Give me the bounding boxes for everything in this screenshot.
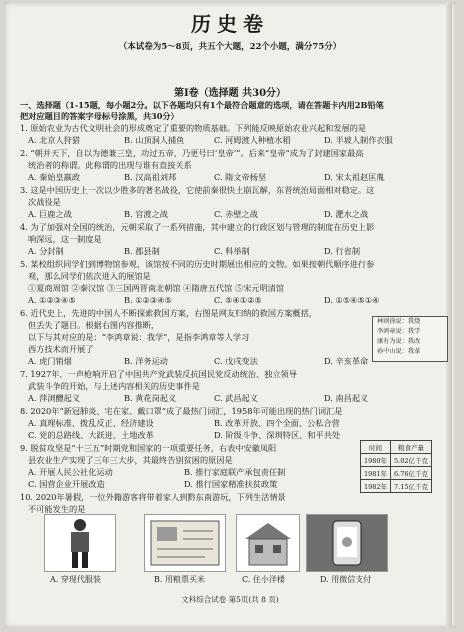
option-9d: D. 推行国家精准扶贫政策 <box>184 479 278 489</box>
option-3d: D. 淝水之战 <box>324 209 369 219</box>
section-instruction-cont: 把对应题目的答案字母标号涂黑，共30分） <box>20 111 179 121</box>
option-4d: D. 行省制 <box>324 246 361 256</box>
section-title: 第Ⅰ卷（选择题 共30分） <box>173 88 287 99</box>
small-villa-image <box>236 514 300 572</box>
option-6c: C. 戊戌变法 <box>214 356 258 366</box>
page-footer: 文科综合试卷 第5页(共 8 页) <box>181 595 279 604</box>
option-10c: C. 住小洋楼 <box>242 575 285 584</box>
question-10-cont: 不可能发生的是 <box>28 504 86 514</box>
question-8: 8. 2020年“新冠肺炎、宅在家、戴口罩”成了最热门词汇，1958年可能出现的热门词汇是 <box>20 406 343 416</box>
option-2d: D. 宋太祖赵匡胤 <box>324 172 385 182</box>
question-5-list: ①夏商周馆 ②秦汉馆 ③三国两晋南北朝馆 ④隋唐五代馆 ⑤宋元明清馆 <box>28 283 285 293</box>
page-subtitle: （本试卷为5～8页，共五个大题，22个小题，满分75分） <box>118 42 342 52</box>
option-9b: B. 推行家庭联产承包责任制 <box>184 467 286 477</box>
option-8c: C. 党的总路线、大跃进、土地改革 <box>28 430 154 440</box>
option-8b: B. 改革开放、四个全面、公私合营 <box>214 418 340 428</box>
page-title: 历史卷 <box>191 12 269 36</box>
notes-box <box>372 316 448 362</box>
option-1c: C. 河姆渡人种植水稻 <box>214 135 291 145</box>
note-line: 康有为说：我改 <box>377 338 421 345</box>
option-5c: C. ⑤④①②⑤ <box>214 295 262 305</box>
note-line: 林则徐说：我烧 <box>377 318 421 325</box>
option-6a: A. 虎门销烟 <box>28 356 72 366</box>
table-header: 粮食产量 <box>391 441 432 454</box>
option-4c: C. 科举制 <box>214 246 250 256</box>
question-3-cont: 次战役是 <box>28 197 61 207</box>
option-8a: A. 真理标准、拨乱反正、经济建设 <box>28 418 154 428</box>
table-cell: 7.15亿千克 <box>391 480 432 493</box>
option-8d: D. 阶级斗争、深圳特区、和平共处 <box>214 430 341 440</box>
option-1d: D. 半坡人制作衣服 <box>324 135 393 145</box>
option-10b: B. 用粮票买米 <box>154 575 205 584</box>
option-9c: C. 国营企业开展改造 <box>28 479 105 489</box>
note-line: 李鸿章说：我学 <box>377 328 421 335</box>
ration-coupon-image <box>144 514 226 572</box>
grain-output-table <box>360 440 432 493</box>
option-4b: B. 郡县制 <box>124 246 160 256</box>
question-9: 9. 脱贫攻坚是“十三五”时期党和国家的一项重要任务，右表中安徽凤阳 <box>20 443 277 453</box>
option-7c: C. 武昌起义 <box>214 393 258 403</box>
option-6b: B. 洋务运动 <box>124 356 168 366</box>
option-2c: C. 隋文帝杨坚 <box>214 172 267 182</box>
question-4-cont: 响深远，这一制度是 <box>28 234 102 244</box>
question-6: 6. 近代史上，先进的中国人不断探索救国方案，右图是网友归纳的救国方案概括， <box>20 308 317 318</box>
option-5b: B. ①②③④⑤ <box>124 295 172 305</box>
option-5a: A. ①②③④⑤ <box>28 295 76 305</box>
question-6-cont3: 西方技术而开展了 <box>28 344 94 354</box>
question-7: 7. 1927年，一声枪响开启了中国共产党武装反抗国民党反动统治、独立领导 <box>20 369 297 379</box>
table-cell: 5.02亿千克 <box>391 454 432 467</box>
exam-page <box>4 2 456 628</box>
option-5d: D. ①⑤④⑤①④ <box>324 295 380 305</box>
option-9a: A. 开展人民公社化运动 <box>28 467 113 477</box>
option-7d: D. 南昌起义 <box>324 393 369 403</box>
table-header: 时间 <box>361 441 391 454</box>
option-2a: A. 秦始皇嬴政 <box>28 172 81 182</box>
table-cell: 1982年 <box>361 480 391 493</box>
question-1: 1. 原始农业为古代文明社会的形成奠定了重要的物质基础。下列能反映原始农业兴起和发展的是 <box>20 123 367 133</box>
option-7a: A. 萍浏醴起义 <box>28 393 81 403</box>
option-10a: A. 穿现代服装 <box>50 575 101 584</box>
table-cell: 1980年 <box>361 454 391 467</box>
question-6-cont: 但丢失了题目。根据右图内容推断， <box>28 320 160 330</box>
table-cell: 1981年 <box>361 467 391 480</box>
option-3c: C. 赤壁之战 <box>214 209 258 219</box>
question-10: 10. 2020年暑假，一位外籍游客将带着家人到黔东南游玩，下列生活情景 <box>20 492 286 502</box>
question-4: 4. 为了加强对全国的统治，元朝采取了一系列措施，其中建立的行政区划与管理的制度在历史上影 <box>20 222 375 232</box>
option-3b: B. 官渡之战 <box>124 209 168 219</box>
question-5-cont: 观，那么同学们依次进入的展馆是 <box>28 271 151 281</box>
question-2: 2. “朝并天下，自以为德兼三皇，功过五帝，乃更号曰‘皇帝’”。后来“皇帝”成为了封建国家最高 <box>20 148 364 158</box>
question-7-cont: 武装斗争的开始，与上述内容相关的历史事件是 <box>28 381 200 391</box>
option-7b: B. 黄花岗起义 <box>124 393 177 403</box>
modern-clothing-image <box>44 514 116 572</box>
option-2b: B. 汉高祖刘邦 <box>124 172 177 182</box>
option-3a: A. 巨鹿之战 <box>28 209 72 219</box>
note-line: 孙中山说：我革 <box>377 348 421 355</box>
question-9-cont: 县农业生产实现了三年三大步，其最终告别贫困的原因是 <box>28 455 233 465</box>
option-10d: D. 用微信支付 <box>320 575 372 584</box>
question-6-cont2: 以下与其对应的是：“李鸿章说：我学”，是指李鸿章等人学习 <box>28 332 250 342</box>
question-5: 5. 某校组织同学们到博物馆参观，该馆按不同的历史时期展出相应的文物。如果按朝代顺序进行参 <box>20 259 375 269</box>
section-instruction: 一、选择题（1-15题，每小题2分。以下各题均只有1个最符合题意的选项，请在答题卡内用2B铅笔 <box>20 100 384 110</box>
option-1a: A. 北京人狩猎 <box>28 135 81 145</box>
option-4a: A. 分封制 <box>28 246 64 256</box>
option-1b: B. 山顶洞人捕鱼 <box>124 135 185 145</box>
table-cell: 6.76亿千克 <box>391 467 432 480</box>
question-2-cont: 统治者的称谓。此称谓的出现与谁有直接关系 <box>28 160 192 170</box>
wechat-pay-image <box>306 514 388 572</box>
option-6d: D. 辛亥革命 <box>324 356 369 366</box>
question-3: 3. 这是中国历史上一次以少胜多的著名战役，它使前秦很快土崩瓦解，东晋统治局面相对稳定。这 <box>20 185 375 195</box>
